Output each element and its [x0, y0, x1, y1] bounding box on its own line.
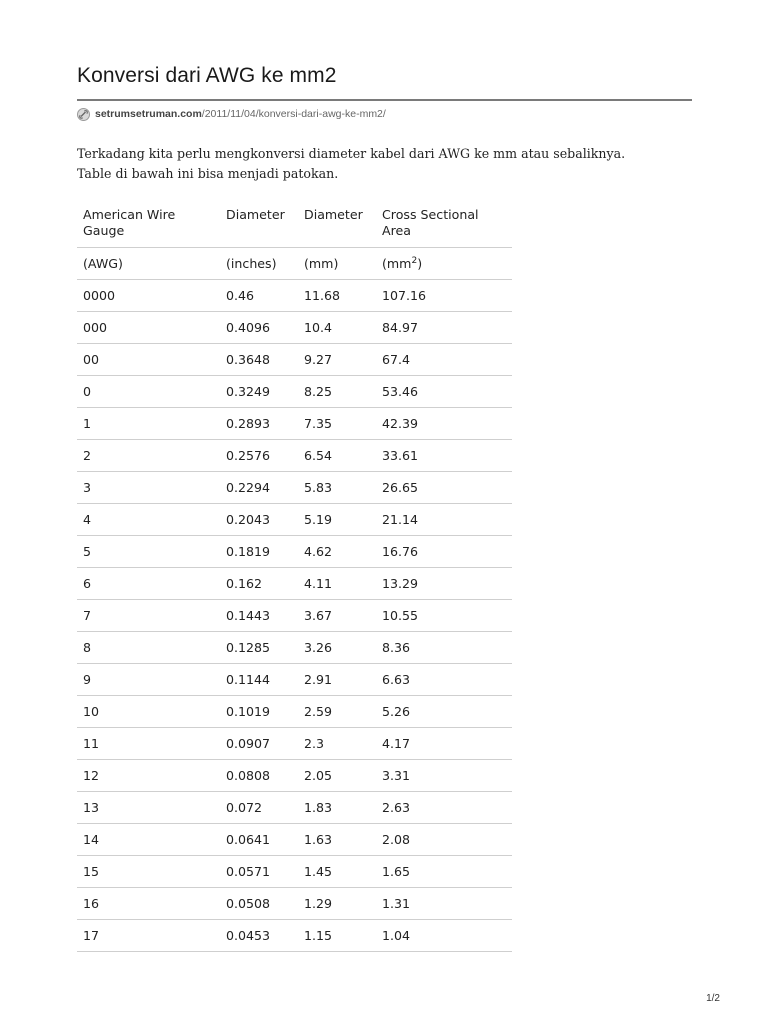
cell-area: 1.04	[376, 919, 512, 951]
cell-mm: 11.68	[298, 279, 376, 311]
cell-awg: 8	[77, 631, 220, 663]
unit-mm2-exponent: 2	[411, 255, 418, 266]
table-row	[77, 631, 512, 663]
cell-mm: 2.05	[298, 759, 376, 791]
cell-inches: 0.46	[220, 279, 298, 311]
cell-area: 84.97	[376, 311, 512, 343]
intro-line-1: Terkadang kita perlu mengkonversi diameter kabel dari AWG ke mm atau sebaliknya.	[77, 146, 626, 161]
table-row	[77, 407, 512, 439]
cell-area: 42.39	[376, 407, 512, 439]
cell-inches: 0.3648	[220, 343, 298, 375]
source-domain[interactable]: setrumsetruman.com	[95, 108, 202, 120]
cell-mm: 1.15	[298, 919, 376, 951]
cell-inches: 0.1144	[220, 663, 298, 695]
source-path[interactable]: /2011/11/04/konversi-dari-awg-ke-mm2/	[201, 108, 386, 120]
table-row	[77, 567, 512, 599]
unit-inches: (inches)	[220, 247, 298, 279]
header-awg: American Wire Gauge	[77, 200, 220, 247]
cell-area: 53.46	[376, 375, 512, 407]
cell-mm: 1.29	[298, 887, 376, 919]
cell-inches: 0.1019	[220, 695, 298, 727]
table-row	[77, 439, 512, 471]
cell-area: 6.63	[376, 663, 512, 695]
table-row	[77, 503, 512, 535]
unit-mm: (mm)	[298, 247, 376, 279]
cell-inches: 0.0808	[220, 759, 298, 791]
cell-area: 8.36	[376, 631, 512, 663]
cell-mm: 4.62	[298, 535, 376, 567]
cell-area: 5.26	[376, 695, 512, 727]
cell-area: 13.29	[376, 567, 512, 599]
table-body	[77, 279, 512, 951]
header-cross-section: Cross Sectional Area	[376, 200, 512, 247]
cell-awg: 11	[77, 727, 220, 759]
cell-inches: 0.162	[220, 567, 298, 599]
header-diameter-mm: Diameter	[298, 200, 376, 247]
unit-mm2-base: (mm	[382, 255, 412, 271]
table-row	[77, 663, 512, 695]
cell-inches: 0.072	[220, 791, 298, 823]
cell-area: 16.76	[376, 535, 512, 567]
awg-conversion-table	[77, 200, 512, 952]
cell-area: 2.63	[376, 791, 512, 823]
cell-awg: 17	[77, 919, 220, 951]
cell-awg: 5	[77, 535, 220, 567]
cell-inches: 0.3249	[220, 375, 298, 407]
cell-area: 10.55	[376, 599, 512, 631]
cell-awg: 9	[77, 663, 220, 695]
table-header-row	[77, 200, 512, 247]
page-number: 1/2	[706, 993, 720, 1004]
cell-awg: 13	[77, 791, 220, 823]
cell-mm: 5.83	[298, 471, 376, 503]
cell-awg: 2	[77, 439, 220, 471]
cell-area: 107.16	[376, 279, 512, 311]
cell-area: 2.08	[376, 823, 512, 855]
cell-area: 1.65	[376, 855, 512, 887]
cell-awg: 15	[77, 855, 220, 887]
unit-mm2-close: )	[417, 255, 423, 271]
cell-mm: 10.4	[298, 311, 376, 343]
cell-awg: 14	[77, 823, 220, 855]
cell-mm: 3.26	[298, 631, 376, 663]
cell-awg: 1	[77, 407, 220, 439]
cell-mm: 5.19	[298, 503, 376, 535]
unit-awg: (AWG)	[77, 247, 220, 279]
cell-inches: 0.1285	[220, 631, 298, 663]
table-row	[77, 695, 512, 727]
table-row	[77, 823, 512, 855]
cell-inches: 0.2576	[220, 439, 298, 471]
intro-line-2: Table di bawah ini bisa menjadi patokan.	[77, 166, 339, 181]
cell-inches: 0.0641	[220, 823, 298, 855]
cell-mm: 2.91	[298, 663, 376, 695]
table-row	[77, 311, 512, 343]
cell-mm: 2.3	[298, 727, 376, 759]
cell-mm: 9.27	[298, 343, 376, 375]
cell-inches: 0.0907	[220, 727, 298, 759]
cell-mm: 2.59	[298, 695, 376, 727]
cell-inches: 0.0453	[220, 919, 298, 951]
cell-awg: 6	[77, 567, 220, 599]
cell-awg: 000	[77, 311, 220, 343]
page-title: Konversi dari AWG ke mm2	[77, 64, 337, 87]
cell-awg: 16	[77, 887, 220, 919]
table-row	[77, 855, 512, 887]
cell-mm: 1.83	[298, 791, 376, 823]
table-row	[77, 375, 512, 407]
cell-area: 1.31	[376, 887, 512, 919]
table-row	[77, 535, 512, 567]
table-row	[77, 887, 512, 919]
cell-area: 33.61	[376, 439, 512, 471]
table-row	[77, 919, 512, 951]
title-divider	[77, 99, 692, 101]
cell-awg: 7	[77, 599, 220, 631]
cell-mm: 8.25	[298, 375, 376, 407]
cell-inches: 0.1819	[220, 535, 298, 567]
table-row	[77, 471, 512, 503]
header-diameter-inches: Diameter	[220, 200, 298, 247]
cell-mm: 3.67	[298, 599, 376, 631]
cell-mm: 4.11	[298, 567, 376, 599]
cell-awg: 0000	[77, 279, 220, 311]
cell-awg: 3	[77, 471, 220, 503]
cell-mm: 7.35	[298, 407, 376, 439]
cell-inches: 0.2043	[220, 503, 298, 535]
link-icon	[77, 108, 90, 121]
cell-awg: 4	[77, 503, 220, 535]
cell-inches: 0.4096	[220, 311, 298, 343]
cell-area: 4.17	[376, 727, 512, 759]
source-link[interactable]	[77, 106, 386, 122]
cell-area: 67.4	[376, 343, 512, 375]
cell-inches: 0.2893	[220, 407, 298, 439]
cell-awg: 12	[77, 759, 220, 791]
cell-awg: 0	[77, 375, 220, 407]
table-row	[77, 599, 512, 631]
table-row	[77, 791, 512, 823]
cell-mm: 1.63	[298, 823, 376, 855]
table-row	[77, 343, 512, 375]
cell-area: 26.65	[376, 471, 512, 503]
intro-paragraph	[77, 144, 697, 184]
table-row	[77, 279, 512, 311]
cell-awg: 10	[77, 695, 220, 727]
table-row	[77, 727, 512, 759]
table-row	[77, 759, 512, 791]
cell-mm: 6.54	[298, 439, 376, 471]
cell-awg: 00	[77, 343, 220, 375]
table-unit-row	[77, 247, 512, 279]
cell-area: 3.31	[376, 759, 512, 791]
cell-inches: 0.2294	[220, 471, 298, 503]
cell-area: 21.14	[376, 503, 512, 535]
cell-mm: 1.45	[298, 855, 376, 887]
cell-inches: 0.0571	[220, 855, 298, 887]
cell-inches: 0.0508	[220, 887, 298, 919]
cell-inches: 0.1443	[220, 599, 298, 631]
unit-mm2	[376, 247, 512, 279]
